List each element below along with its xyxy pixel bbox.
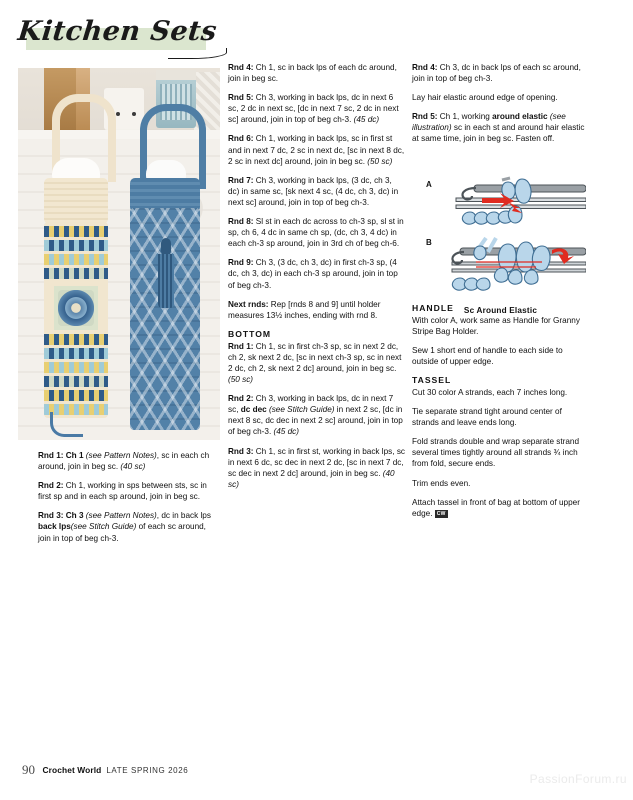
photo-bag-blue-top-band <box>130 178 200 212</box>
rnd-text: Ch 1, working in back lps, sc in first st and in next 7 dc, 2 sc in next dc, [sc in next 8 dc, 2 sc in next dc] around, join in beg sc. <box>228 134 405 166</box>
page-footer <box>22 762 188 778</box>
instruction-rnd-8 <box>228 216 405 249</box>
handle-paragraph-1: With color A, work same as Handle for Granny Stripe Bag Holder. <box>412 315 580 336</box>
sc-around-elastic-illustration <box>412 176 589 324</box>
page-masthead <box>16 16 219 56</box>
rnd-text-2: sc in each st and around hair elastic at same time, join in beg sc. Fasten off. <box>412 123 585 144</box>
rnd-label: Rnd 6: <box>228 134 254 144</box>
rnd-note: (see Pattern Notes) <box>85 451 157 460</box>
photo-bag-cream-granny-square <box>54 286 98 330</box>
rnd-count: (40 sc) <box>120 462 146 472</box>
rnd-count: (45 dc) <box>273 427 299 437</box>
project-photo <box>18 68 220 440</box>
photo-bag-blue-tassel <box>158 238 174 308</box>
rnd-text: , dc in back lps <box>156 511 211 521</box>
rnd-label: Rnd 2: <box>38 481 64 491</box>
rnd-bold-dcdec: dc dec <box>240 405 267 415</box>
rnd-label: Rnd 3: <box>228 446 254 456</box>
rnd-count: (50 sc) <box>228 375 254 385</box>
instruction-rnd-7 <box>228 175 405 208</box>
instruction-rnd-9 <box>228 257 405 290</box>
rnd-label: Next rnds: <box>228 299 269 309</box>
rnd-label: Rnd 5: <box>228 93 254 103</box>
section-heading-bottom: BOTTOM <box>228 328 272 339</box>
rnd-bold-text: Ch 3 <box>63 511 86 521</box>
tassel-final-text: Attach tassel in front of bag at bottom of upper edge. <box>412 497 580 518</box>
rnd-note: (see Pattern Notes) <box>85 511 157 521</box>
illustration-caption: Sc Around Elastic <box>463 306 538 315</box>
instruction-bottom-rnd-2 <box>228 393 405 437</box>
rnd-text: Sl st in each dc across to ch-3 sp, sl st in sp, ch 6, 4 dc in same ch sp, (dc, ch 3, 4 dc) in each ch-3 sp around, join in 3rd ch of beg ch-6. <box>228 217 404 249</box>
rnd-label: Rnd 4: <box>228 63 254 72</box>
rnd-bold-text: Ch 1 <box>63 451 86 460</box>
tassel-paragraph-4: Trim ends even. <box>412 478 471 488</box>
photo-bag-blue-body <box>130 208 200 430</box>
rnd-text: Lay hair elastic around edge of opening. <box>412 93 558 103</box>
rnd-label: Rnd 4: <box>412 63 438 72</box>
instruction-bottom-rnd-1 <box>228 341 405 385</box>
rnd-label: Rnd 5: <box>412 112 438 122</box>
photo-bag-cream-top-band <box>44 178 108 224</box>
rnd-bold-around-elastic: around elastic <box>492 112 548 122</box>
instruction-rnd-2 <box>38 480 218 502</box>
tassel-paragraph-3: Fold strands double and wrap separate strand several times tightly around all strands ¾ inch from fold, secure ends. <box>412 437 580 469</box>
rnd-text: Ch 3, working in back lps, (3 dc, ch 3, dc) in same sc, [sk next 4 sc, (4 dc, ch 3, dc) in next sc] around, join in top of beg ch-3. <box>228 175 399 207</box>
rnd-text: Ch 1, sc in first st, working in back lps, sc in next 6 dc, sc dec in next 2 dc, [sc in next 7 dc, sc dec in next 2 dc] around, join in beg sc. <box>228 446 406 478</box>
rnd-text: Ch 3, (3 dc, ch 3, dc) in first ch-3 sp, (4 dc, ch 3, dc) in each ch-3 sp around, join in top of beg ch-3. <box>228 258 398 290</box>
instruction-next-rnds <box>228 299 405 321</box>
handle-paragraph-2: Sew 1 short end of handle to each side to outside of upper edge. <box>412 345 563 366</box>
illustration-label-a: A <box>426 180 432 189</box>
tassel-paragraph-2: Tie separate strand tight around center of strands and leave ends long. <box>412 407 562 428</box>
instruction-rnd-1 <box>38 450 218 472</box>
photo-bag-cream-body <box>44 222 108 418</box>
instruction-rnd-3 <box>38 510 218 543</box>
rnd-text: Ch 1, sc in first ch-3 sp, sc in next 2 dc, ch 2, sk next 2 dc, [sc in next ch-3 sp, sc in next 2 dc, ch 2, sk next 2 dc] around, join in beg sc. <box>228 341 402 373</box>
rnd-text: Ch 1, sc in back lps of each dc around, join in beg sc. <box>228 63 397 84</box>
instruction-rnd-6 <box>228 133 405 166</box>
rnd-bold-backlps: back lps <box>38 522 71 532</box>
rnd-count: (50 sc) <box>367 156 393 166</box>
rnd-text: Ch 3, working in back lps, dc in next 6 sc, 2 dc in next sc, [dc in next 7 sc, 2 dc in next sc] around, join in top of beg ch-3. <box>228 93 399 125</box>
rnd-text: Ch 3, dc in back lps of each sc around, join in top of beg ch-3. <box>412 63 581 84</box>
rnd-label: Rnd 3: <box>38 511 64 521</box>
photo-bag-cream-tie <box>50 412 83 437</box>
rnd-text-2: in next 2 sc, [dc in next 8 sc, dc dec in next 2 sc] around, join in top of beg ch-3. <box>228 405 403 437</box>
rnd-label: Rnd 7: <box>228 175 254 185</box>
rnd-note: (see illustration) <box>412 112 566 133</box>
photo-towel-top <box>156 70 196 80</box>
rnd-count: (45 dc) <box>353 115 380 125</box>
issue-date: LATE SPRING 2026 <box>106 766 189 775</box>
rnd-note: (see Stitch Guide) <box>266 405 335 415</box>
tassel-paragraph-final <box>412 497 589 519</box>
instruction-rnd-5 <box>228 92 405 125</box>
magazine-name: Crochet World <box>42 765 102 775</box>
rnd-text: Ch 1, working in sps between sts, sc in first sp and in each sp around, join in beg sc. <box>38 481 207 502</box>
rnd-text: Ch 1, working <box>437 112 493 122</box>
rnd-label: Rnd 9: <box>228 258 254 268</box>
instructions-column-middle <box>228 62 405 498</box>
illustration-label-b: B <box>426 238 432 247</box>
page-number: 90 <box>22 762 35 777</box>
masthead-swash-icon <box>168 48 227 59</box>
photo-bag-holder-cream <box>40 94 112 424</box>
rnd-label: Rnd 1: <box>228 341 254 351</box>
section-heading-handle: HANDLE <box>412 302 454 313</box>
illustration-diagram-a <box>446 176 586 234</box>
tassel-paragraph-1: Cut 30 color A strands, each 7 inches long. <box>412 387 568 397</box>
rnd-text: , sc in each ch around, join in beg sc. <box>38 451 210 472</box>
photo-bag-holder-blue <box>126 104 204 434</box>
masthead-title: Kitchen Sets <box>16 16 219 47</box>
rnd-text: Rep [rnds 8 and 9] until holder measures 13½ inches, ending with rnd 8. <box>228 299 381 320</box>
rnd-label: Rnd 1: <box>38 451 64 460</box>
instructions-column-left <box>38 450 218 552</box>
rnd-label: Rnd 8: <box>228 217 254 227</box>
illustration-diagram-b <box>446 236 586 298</box>
instruction-lay-elastic <box>412 92 589 103</box>
instruction-bottom-rnd-3 <box>228 446 405 490</box>
section-heading-tassel: TASSEL <box>412 374 452 385</box>
site-watermark: PassionForum.ru <box>529 772 627 786</box>
rnd-note-2: (see Stitch Guide) <box>70 522 137 532</box>
crochet-world-end-mark-icon: CW <box>436 510 446 517</box>
rnd-count: (40 sc) <box>228 468 395 489</box>
rnd-label: Rnd 2: <box>228 394 254 404</box>
photo-canister-eye-left <box>116 112 120 116</box>
rnd-text: Ch 3, working in back lps, dc in next 7 sc, <box>228 394 394 415</box>
instruction-right-rnd-4 <box>412 62 589 84</box>
instruction-rnd-4 <box>228 62 405 84</box>
instruction-right-rnd-5 <box>412 111 589 144</box>
rnd-text-2: of each sc around, join in top of beg ch-3. <box>38 522 206 543</box>
